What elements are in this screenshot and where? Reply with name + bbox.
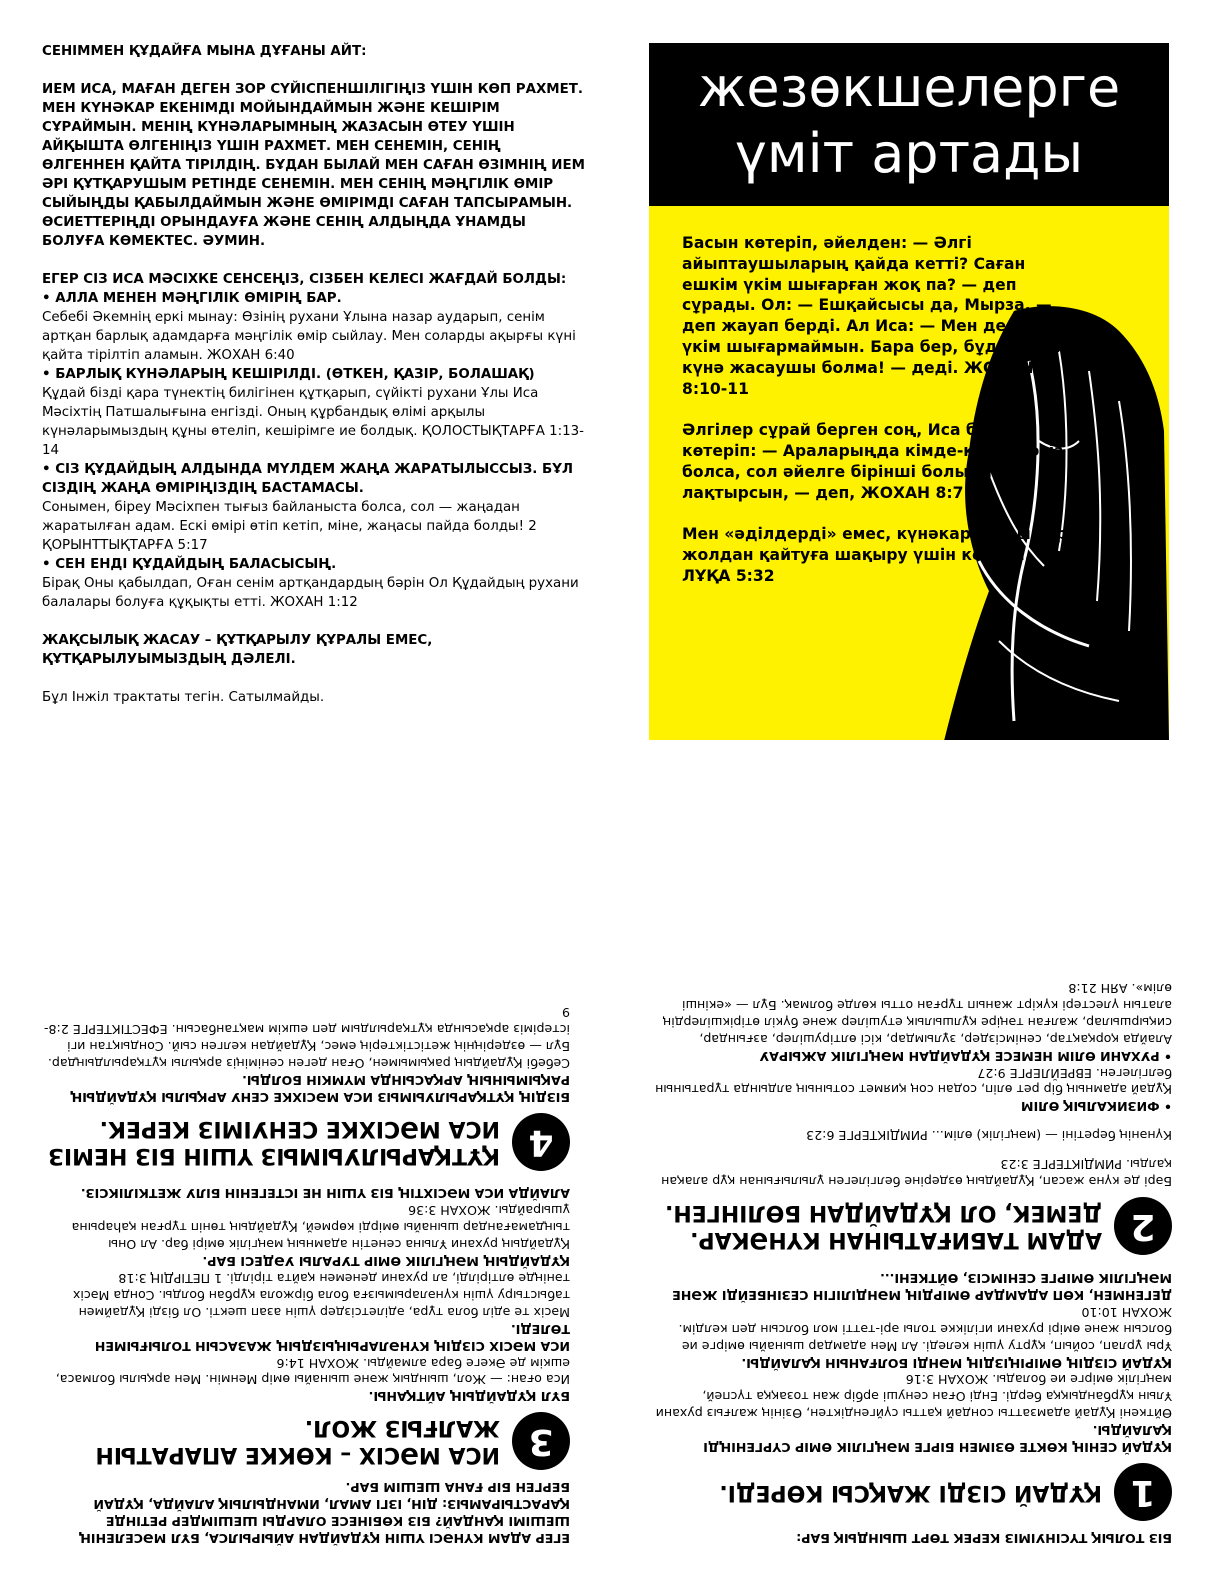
prayer-text: ИЕМ ИСА, МАҒАН ДЕГЕН ЗОР СҮЙІСПЕНШІЛІГІҢІЗ ҮШІН КӨП РАХМЕТ. МЕН КҮНӘКАР ЕКЕНІМДІ МОЙЫНДАЙМЫН ЖӘНЕ КЕШІРІМ СҰРАЙМЫН. МЕНІҢ КҮНӘЛАРЫМНЫҢ ЖАЗАСЫН ӨТЕУ ҮШІН АЙҚЫШТА ӨЛГЕНІҢІЗ ҮШІН РАХМЕТ. МЕН СЕНЕМІН, СЕНІҢ ӨЛГЕННЕН ҚАЙТА ТІРІЛДІҢ. БҰДАН БЫЛАЙ МЕН САҒАН ӨЗІМНІҢ ИЕМ ӘРІ ҚҰТҚАРУШЫМ РЕТІНДЕ СЕНЕМІН. МЕН СЕНІҢ МӘҢГІЛІК ӨМІР СЫЙЫҢДЫ ҚАБЫЛДАЙМЫН ЖӘНЕ ӨМІРІМДІ САҒАН ТАПСЫРАМЫН. ӨСИЕТТЕРІҢДІ ОРЫНДАУҒА ЖӘНЕ СЕНІҢ АЛДЫҢДА ҰНАМДЫ БОЛУҒА КӨМЕКТЕС. ӘУМИН. [42, 82, 585, 249]
step-2-bold-2: • РУХАНИ ӨЛІМ НЕМЕСЕ ҚҰДАЙДАН МӘҢГІЛІК АЖЫРАУ [759, 1048, 1172, 1064]
step-1-section [644, 1269, 1172, 1521]
step-2-text-4: Алайда қорқақтар, сенімсіздер, зұлымдар, кісі өлтірушілер, азғындар, сиқыршылар, жалған тәңіре құлшылық етушілер және бүкіл өтірікшілердің алатын үлестері күкірт жанып тұрған отты көлде болмақ. Бұл — «екінші өлім». АЯН 21:8 [662, 981, 1172, 1047]
cover-quote-1: Басын көтеріп, әйелден: — Әлгі айыптаушыларың қайда кетті? Саған ешкім үкім шығарған жоқ па? — деп сұрады. Ол: — Ешқайсысы да, Мырза, — деп жауап берді. Ал Иса: — Мен де саған үкім шығармаймын. Бара бер, бұдан былай күнә жасаушы болма! — деді. ЖОХАН 8:10-11 [682, 234, 1082, 398]
step-1-text-1: Өйткені Құдай адамзатты сондай қатты сүйгендіктен, Өзінің жалғыз рухани Ұлын құрбандыққа берді. Енді Оған сенуші әрбір жан тозаққа түспей, мәңгілік өмірге ие болады. ЖОХАН 3:16 [655, 1372, 1172, 1422]
step-3-number-badge: 3 [512, 1412, 570, 1470]
point-2-text: Құдай бізді қара түнектің билігінен құтқарып, сүйікті рухани Ұлы Иса Мәсіхтің Патшалығына енгізді. Оның құрбандық өлімі арқылы күнәларымыздың құны өтеліп, кешірімге ие болдық. ҚОЛОСТЫҚТАРҒА 1:13-14 [42, 386, 585, 458]
step-2-number-badge: 2 [1114, 1197, 1172, 1255]
step-3-header [42, 1412, 570, 1470]
step-3-text-2: Құдайдың рухани Ұлына сенетін адамның мәңгілік өмірі бар. Ал Оны тыңдамағандар шынайы өмірді көрмей, Құдайдың төніп тұрған қаһарына ұшырайды. ЖОХАН 3:36 [71, 1203, 570, 1253]
prayer-heading: СЕНІММЕН ҚҰДАЙҒА МЫНА ДҰҒАНЫ АЙТ: [42, 44, 367, 59]
cover-title-line-2: үміт артады [734, 122, 1084, 185]
step-4-header [42, 1113, 570, 1171]
cover-quotes [682, 233, 1082, 587]
step-1-number-badge: 1 [1114, 1463, 1172, 1521]
cover-quote-2: Әлгілер сұрай берген соң, Иса басын көтеріп: — Араларыңда кімде-кім күнәсіз болса, сол әйелге бірінші болып тас лақтырсын, — деп, ЖОХАН 8:7 [682, 421, 1064, 502]
point-1-text: Себебі Әкемнің еркі мынау: Өзінің рухани Ұлына назар аударып, сенім артқан барлық адамдарға мәңгілік өмір сыйлау. Мен соларды ақырғы күні қайта тірілтіп аламын. ЖОХАН 6:40 [42, 310, 576, 363]
good-works-note: ЖАҚСЫЛЫҚ ЖАСАУ – ҚҰТҚАРЫЛУ ҚҰРАЛЫ ЕМЕС, ҚҰТҚАРЫЛУЫМЫЗДЫҢ ДӘЛЕЛІ. [42, 633, 433, 667]
if-believe-heading: ЕГЕР СІЗ ИСА МӘСІХКЕ СЕНСЕҢІЗ, СІЗБЕН КЕЛЕСІ ЖАҒДАЙ БОЛДЫ: [42, 272, 567, 287]
step-1-title: ҚҰДАЙ СІЗДІ ЖАҚСЫ КӨРЕДІ. [719, 1479, 1102, 1505]
cover-panel [649, 43, 1169, 740]
step-1-bold-1: ҚҰДАЙ СЕНІҢ КӨКТЕ ӨЗІМЕН БІРГЕ МӘҢГІЛІК ӨМІР СҮРГЕНІҢДІ ҚАЛАЙДЫ. [703, 1423, 1172, 1456]
step-3-section [42, 1185, 570, 1546]
step-1-bold-3: ДЕГЕНМЕН, КӨП АДАМДАР ӨМІРДІҢ МӘНДІЛІГІН СЕЗІНБЕЙДІ ЖӘНЕ МӘҢГІЛІК ӨМІРГЕ СЕНІМСІЗ, ӨЙТКЕНІ... [672, 1271, 1172, 1303]
step-4-text-1: Себебі Құдайдың рақымымен, Оған деген сеніміңіз арқылы құтқарылдыңдар. Бұл — өздеріңнің жетістіктерің емес, Құдайдан келген сый. Сондықтан игі істеріміз арқасында құтқарылдым деп ешкім мақтанбасын. ЕФЕСТІКТЕРГЕ 2:8-9 [44, 1005, 570, 1071]
step-1-header [644, 1463, 1172, 1521]
step-1-text-2: Ұры ұрлап, сойып, құрту үшін келеді. Ал Мен адамдар шынайы өмірге ие болсын және өмірі рухани игілікке толы әрі-тәтті мол болсын деп келдім. ЖОХАН 10:10 [678, 1304, 1172, 1354]
four-truths-intro: БІЗ ТОЛЫҚ ТҮСІНУІМІЗ КЕРЕК ТӨРТ ШЫНДЫҚ БАР: [796, 1531, 1172, 1546]
step-3-text-1: Мәсіх те әділ бола тұра, әділетсіздер үшін азап шекті. Ол бізді Құдаймен табыстыру үшін күнәларымызға бола біржола құрбан болды. Сонда Мәсіх тәніңде өлтірілді, ал рухани денемен қайта тірілді. 1 ПЕТІРДІҢ 3:18 [72, 1271, 570, 1320]
step-2-text-1: Бәрі де күнә жасап, Құдайдың өздеріне белгілеген ұлылығынан құр алақан қалды. РИМДІКТЕРГЕ 3:23 [661, 1157, 1172, 1190]
step-3-intro: ЕГЕР АДАМ КҮНӘСІ ҮШІН ҚҰДАЙДАН АЙЫРЫЛСА, БҰЛ МӘСЕЛЕНІҢ ШЕШІМІ ҚАНДАЙ? БІЗ КӨБІНЕСЕ ОЛАРДЫ ШЕШІМДЕР РЕТІНДЕ ҚАРАСТЫРАМЫЗ: ДІН, ІЗГІ АМАЛ, ИМАНДЫЛЫҚ АЛАЙДА, ҚҰДАЙ БЕРГЕН БІР ҒАНА ШЕШІМ БАР. [78, 1480, 570, 1546]
point-4-title: • СЕН ЕНДІ ҚҰДАЙДЫҢ БАЛАСЫСЫҢ. [42, 557, 337, 572]
free-tract-note: Бұл Інжіл трактаты тегін. Сатылмайды. [42, 690, 325, 705]
cover-title [649, 43, 1169, 206]
steps-1-2-panel [644, 826, 1172, 1546]
step-2-section [644, 979, 1172, 1255]
step-2-header [644, 1197, 1172, 1255]
step-3-bold-3: АЛАЙДА ИСА МӘСІХТІҢ БІЗ ҮШІН НЕ ІСТЕГЕНІН БІЛУ ЖЕТКІЛІКСІЗ. [80, 1186, 570, 1202]
step-1-bold-2: ҚҰДАЙ СІЗДІҢ ӨМІРІҢІЗДІҢ МӘНДІ БОЛҒАНЫН ҚАЛАЙДЫ. [741, 1355, 1172, 1371]
point-4-text: Бірақ Оны қабылдап, Оған сенім артқандардың бәрін Ол Құдайдың рухани балалары болуға құқықты етті. ЖОХАН 1:12 [42, 576, 579, 610]
step-2-text-2: Күнәнің беретіні — (мәңгілік) өлім... РИМДІКТЕРГЕ 6:23 [806, 1128, 1172, 1144]
step-4-section [42, 1003, 570, 1170]
point-3-title: • СІЗ ҚҰДАЙДЫҢ АЛДЫНДА МҮЛДЕМ ЖАҢА ЖАРАТЫЛЫССЫЗ. БҰЛ СІЗДІҢ ЖАҢА ӨМІРІҢІЗДІҢ БАСТАМАСЫ. [42, 462, 574, 496]
step-4-number-badge: 4 [512, 1113, 570, 1171]
step-2-text-3: Құдай адамның бір рет өліп, содан соң қиямет сотының алдында тұратынын белгілеген. ЕВРЕЙЛЕРГЕ 9:27 [655, 1065, 1172, 1098]
point-3-text: Сонымен, біреу Мәсіхпен тығыз байланыста болса, сол — жаңадан жаратылған адам. Ескі өмірі өтіп кетіп, міне, жаңасы пайда болды! 2 ҚОРЫНТТЫҚТАРҒА 5:17 [42, 500, 537, 553]
step-3-quote: Иса оған: — Жол, шындық және шынайы өмір Менмін. Мен арқылы болмаса, ешкім де Әкеге бара алмайды. ЖОХАН 14:6 [55, 1355, 570, 1388]
step-2-bold-1: • ФИЗИКАЛЫҚ ӨЛІМ [1020, 1099, 1172, 1115]
cover-title-line-1: жезөкшелерге [697, 56, 1121, 119]
step-4-title: ҚҰТҚАРЫЛУЫМЫЗ ҮШІН БІЗ НЕМІЗ ИСА МӘСІХКЕ СЕНУІМІЗ КЕРЕК. [48, 1115, 500, 1168]
cover-quote-3: Мен «әділдерді» емес, күнәкарларды теріс жолдан қайтуға шақыру үшін келдім. ЛҰҚА 5:32 [682, 525, 1082, 585]
step-3-bold-2: ҚҰДАЙДЫҢ МӘҢГІЛІК ӨМІР ТУРАЛЫ УӘДЕСІ БАР. [202, 1254, 570, 1270]
step-3-bold-1: ИСА МӘСІХ СІЗДІҢ КҮНӘЛАРЫҢЫЗДЫҢ ЖАЗАСЫН ТОЛЫҒЫМЕН ТӨЛЕДІ. [94, 1321, 570, 1354]
prayer-panel [42, 42, 587, 707]
step-2-title: АДАМ ТАБИҒАТЫНАН КҮНӘКАР. ДЕМЕК, ОЛ ҚҰДАЙДАН БӨЛІНГЕН. [664, 1200, 1102, 1253]
point-2-title: • БАРЛЫҚ КҮНӘЛАРЫҢ КЕШІРІЛДІ. (ӨТКЕН, ҚАЗІР, БОЛАШАҚ) [42, 367, 535, 382]
point-1-title: • АЛЛА МЕНЕН МӘҢГІЛІК ӨМІРІҢ БАР. [42, 291, 342, 306]
steps-3-4-panel [42, 826, 570, 1546]
step-3-lead: БҰЛ ҚҰДАЙДЫҢ АЙТҚАНЫ. [368, 1389, 570, 1405]
step-3-title: ИСА МӘСІХ – КӨККЕ АПАРАТЫН ЖАЛҒЫЗ ЖОЛ. [95, 1415, 500, 1468]
step-4-bold-1: БІЗДІҢ ҚҰТҚАРЫЛУЫМЫЗ ИСА МӘСІХКЕ СЕНУ АРҚЫЛЫ ҚҰДАЙДЫҢ РАҚЫМЫНЫҢ АРҚАСЫНДА МҮМКІН БОЛДЫ. [70, 1072, 570, 1105]
